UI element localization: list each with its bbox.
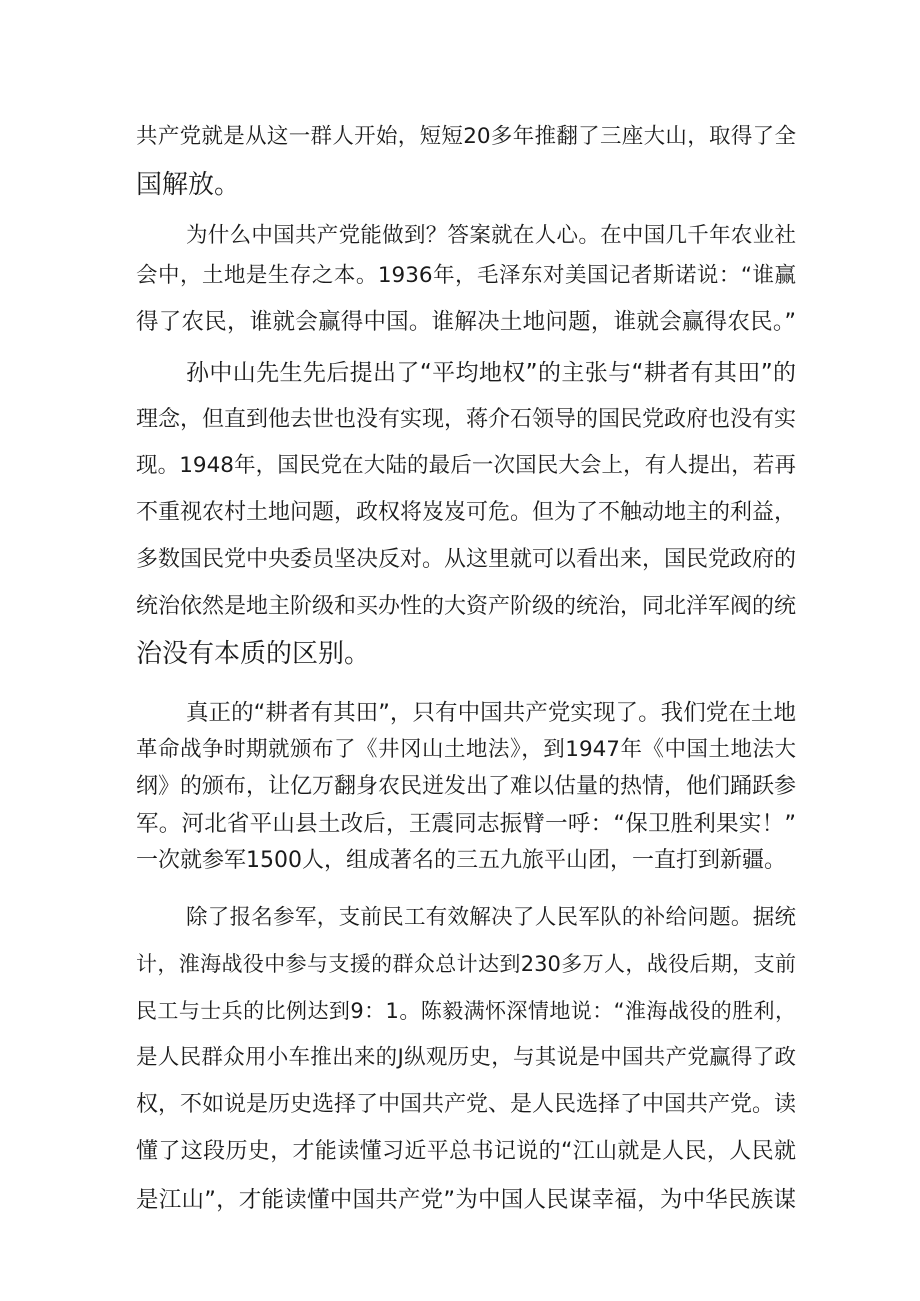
text-line-11: 统治依然是地主阶级和买办性的大资产阶级的统治，同北洋军阀的统 bbox=[136, 594, 797, 619]
text-line-6: 孙中山先生先后提出了“平均地权”的主张与“耕者有其田”的 bbox=[186, 360, 796, 386]
text-line-20: 民工与士兵的比例达到9：1。陈毅满怀深情地说：“淮海战役的胜利， bbox=[136, 999, 796, 1023]
text-line-18: 除了报名参军，支前民工有效解决了人民军队的补给问题。据统 bbox=[186, 905, 796, 930]
text-line-19: 计，淮海战役中参与支援的群众总计达到230多万人，战役后期，支前 bbox=[136, 952, 796, 976]
text-line-22: 权，不如说是历史选择了中国共产党、是人民选择了中国共产党。读 bbox=[136, 1092, 797, 1117]
text-line-24: 是江山”，才能读懂中国共产党”为中国人民谋幸福，为中华民族谋 bbox=[136, 1187, 796, 1213]
text-line-3: 为什么中国共产党能做到？答案就在人心。在中国几千年农业社 bbox=[186, 223, 796, 248]
text-line-1: 共产党就是从这一群人开始，短短20多年推翻了三座大山，取得了全 bbox=[136, 124, 796, 149]
text-line-15: 纲》的颁布，让亿万翻身农民迸发出了难以估量的热情，他们踊跃参 bbox=[136, 774, 797, 799]
text-line-9: 不重视农村土地问题，政权将岌岌可危。但为了不触动地主的利益， bbox=[136, 500, 797, 525]
text-line-10: 多数国民党中央委员坚决反对。从这里就可以看出来，国民党政府的 bbox=[136, 547, 797, 572]
text-line-13: 真正的“耕者有其田”，只有中国共产党实现了。我们党在土地 bbox=[186, 700, 796, 726]
text-line-2: 国解放。 bbox=[136, 170, 241, 200]
text-line-12: 治没有本质的区别。 bbox=[136, 639, 371, 669]
text-line-16: 军。河北省平山县土改后，王震同志振臂一呼：“保卫胜利果实！” bbox=[136, 811, 796, 837]
text-line-4: 会中，土地是生存之本。1936年，毛泽东对美国记者斯诺说：“谁赢 bbox=[136, 263, 796, 288]
text-line-17: 一次就参军1500人，组成著名的三五九旅平山团，一直打到新疆。 bbox=[136, 848, 786, 873]
text-line-8: 现。1948年，国民党在大陆的最后一次国民大会上，有人提出，若再 bbox=[136, 453, 796, 478]
text-line-14: 革命战争时期就颁布了《井冈山土地法》，到1947年《中国土地法大 bbox=[136, 737, 796, 762]
text-line-23: 懂了这段历史，才能读懂习近平总书记说的“江山就是人民，人民就 bbox=[136, 1139, 796, 1164]
text-line-5: 得了农民，谁就会赢得中国。谁解决土地问题，谁就会赢得农民。” bbox=[136, 309, 796, 335]
text-line-7: 理念，但直到他去世也没有实现，蒋介石领导的国民党政府也没有实 bbox=[136, 407, 797, 432]
text-line-21: 是人民群众用小车推出来的J纵观历史，与其说是中国共产党赢得了政 bbox=[136, 1045, 796, 1070]
